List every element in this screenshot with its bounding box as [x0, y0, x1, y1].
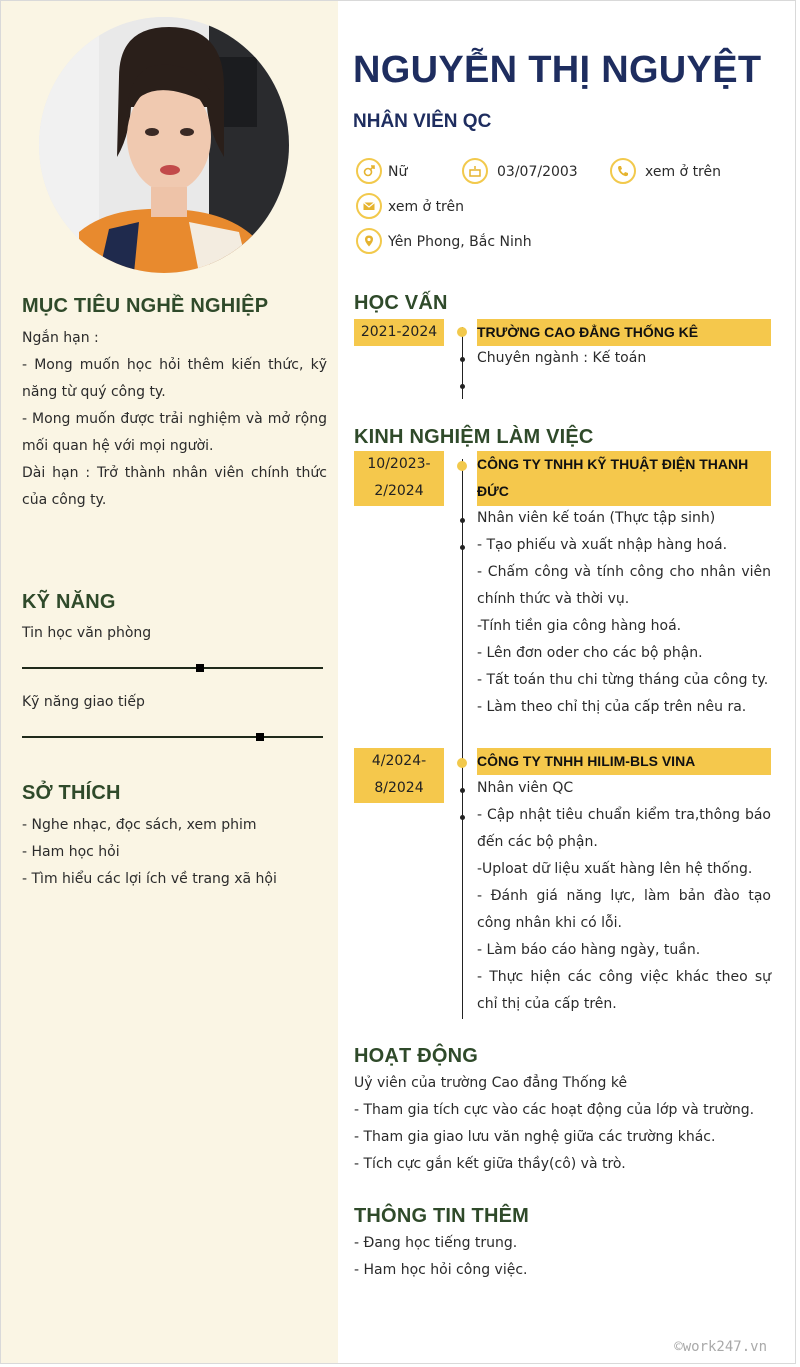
extra-info-item: - Ham học hỏi công việc.	[354, 1262, 528, 1278]
job-date	[354, 451, 444, 506]
watermark: ©work247.vn	[674, 1339, 767, 1355]
activity-item: - Tham gia tích cực vào các hoạt động của lớp và trường.	[354, 1102, 755, 1118]
education-date: 2021-2024	[354, 319, 444, 346]
skill-name: Tin học văn phòng	[22, 625, 152, 641]
objective-long: Dài hạn : Trở thành nhân viên chính thức của công ty.	[22, 465, 327, 508]
job-date-start: 10/2023-	[367, 456, 431, 472]
job-date-start: 4/2024-	[371, 753, 427, 769]
gender-text: Nữ	[388, 164, 408, 180]
job-task: - Chấm công và tính công cho nhân viên chính thức và thời vụ.	[477, 564, 771, 607]
job-task: - Lên đơn oder cho các bộ phận.	[477, 645, 703, 661]
job-date-end: 8/2024	[374, 780, 424, 796]
job-date-end: 2/2024	[374, 483, 424, 499]
activities-title: HOẠT ĐỘNG	[354, 1045, 479, 1067]
avatar-photo	[39, 17, 289, 273]
activity-item: - Tích cực gắn kết giữa thầy(cô) và trò.	[354, 1156, 626, 1172]
avatar	[39, 17, 289, 273]
location-icon	[356, 228, 382, 254]
company-name: CÔNG TY TNHH HILIM-BLS VINA	[477, 748, 771, 775]
objective-short-2: - Mong muốn được trải nghiệm và mở rộng mối quan hệ với mọi người.	[22, 411, 327, 454]
timeline-dot	[457, 327, 467, 337]
school-name: TRƯỜNG CAO ĐẲNG THỐNG KÊ	[477, 319, 771, 346]
skills-title: KỸ NĂNG	[22, 591, 116, 613]
job-position: Nhân viên kế toán (Thực tập sinh)	[477, 510, 716, 526]
birthday-icon	[462, 158, 488, 184]
company-name: CÔNG TY TNHH KỸ THUẬT ĐIỆN THANH ĐỨC	[477, 451, 771, 506]
objective-short-1: - Mong muốn học hỏi thêm kiến thức, kỹ năng từ quý công ty.	[22, 357, 327, 400]
objective-title: MỤC TIÊU NGHỀ NGHIỆP	[22, 295, 269, 317]
job-task: - Tất toán thu chi từng tháng của công ty.	[477, 672, 769, 688]
hobby-item: - Nghe nhạc, đọc sách, xem phim	[22, 817, 257, 833]
hobby-item: - Ham học hỏi	[22, 844, 120, 860]
full-name: NGUYỄN THỊ NGUYỆT	[353, 49, 762, 91]
skill-bar	[22, 736, 323, 738]
job-title: NHÂN VIÊN QC	[353, 111, 492, 132]
timeline-dot	[460, 357, 465, 362]
job-task: - Cập nhật tiêu chuẩn kiểm tra,thông báo đến các bộ phận.	[477, 807, 771, 850]
email-icon	[356, 193, 382, 219]
skill-level-marker	[256, 733, 264, 741]
hobbies-title: SỞ THÍCH	[22, 782, 121, 804]
timeline-line	[462, 459, 463, 1019]
hobby-item: - Tìm hiểu các lợi ích về trang xã hội	[22, 871, 277, 887]
experience-title: KINH NGHIỆM LÀM VIỆC	[354, 426, 594, 448]
job-task: - Làm báo cáo hàng ngày, tuần.	[477, 942, 701, 958]
education-title: HỌC VẤN	[354, 292, 448, 314]
education-major: Chuyên ngành : Kế toán	[477, 350, 647, 366]
job-task: -Tính tiền gia công hàng hoá.	[477, 618, 682, 634]
timeline-dot	[457, 461, 467, 471]
extra-info-item: - Đang học tiếng trung.	[354, 1235, 518, 1251]
activity-item: - Tham gia giao lưu văn nghệ giữa các trường khác.	[354, 1129, 716, 1145]
job-position: Nhân viên QC	[477, 780, 574, 796]
phone-text: xem ở trên	[645, 164, 721, 180]
timeline-dot	[460, 788, 465, 793]
skill-level-marker	[196, 664, 204, 672]
birthday-text: 03/07/2003	[497, 164, 578, 180]
extra-info-title: THÔNG TIN THÊM	[354, 1205, 530, 1227]
job-task: - Thực hiện các công việc khác theo sự chỉ thị của cấp trên.	[477, 969, 771, 1012]
job-task: - Đánh giá năng lực, làm bản đào tạo công nhân khi có lỗi.	[477, 888, 771, 931]
gender-icon	[356, 158, 382, 184]
job-task: -Uploat dữ liệu xuất hàng lên hệ thống.	[477, 861, 753, 877]
job-task: - Làm theo chỉ thị của cấp trên nêu ra.	[477, 699, 747, 715]
job-date	[354, 748, 444, 803]
email-text: xem ở trên	[388, 199, 464, 215]
timeline-dot	[460, 545, 465, 550]
timeline-dot	[457, 758, 467, 768]
timeline-dot	[460, 384, 465, 389]
timeline-dot	[460, 815, 465, 820]
address-text: Yên Phong, Bắc Ninh	[388, 234, 532, 250]
skill-name: Kỹ năng giao tiếp	[22, 694, 145, 710]
job-task: - Tạo phiếu và xuất nhập hàng hoá.	[477, 537, 728, 553]
timeline-dot	[460, 518, 465, 523]
objective-short-label: Ngắn hạn :	[22, 330, 99, 346]
skill-bar	[22, 667, 323, 669]
sidebar	[1, 1, 338, 1363]
phone-icon	[610, 158, 636, 184]
activity-item: Uỷ viên của trường Cao đẳng Thống kê	[354, 1075, 628, 1091]
